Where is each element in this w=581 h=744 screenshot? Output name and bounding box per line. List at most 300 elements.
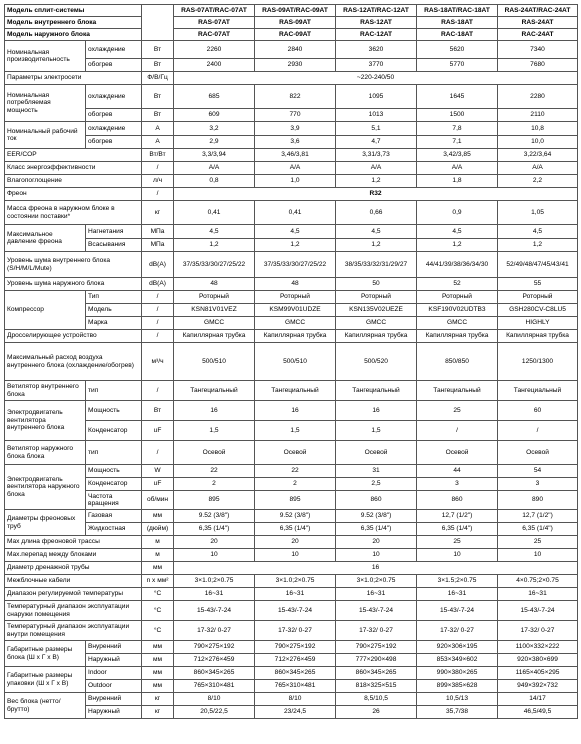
- param-label: Электродвигатель вентилятора наружного блока: [5, 465, 86, 510]
- value-cell: 0,9: [417, 201, 498, 225]
- value-cell: Осевой: [174, 441, 255, 465]
- spec-row: [5, 225, 578, 239]
- model-name: RAS-18AT/RAC-18AT: [417, 5, 498, 17]
- value-cell: 1250/1300: [498, 343, 578, 381]
- param-sub-label: обогрев: [86, 109, 142, 122]
- value-cell: 890: [498, 491, 578, 510]
- spec-row: [5, 491, 578, 510]
- value-cell: 4,5: [174, 225, 255, 239]
- unit-cell: /: [142, 330, 174, 343]
- unit-cell: А: [142, 122, 174, 136]
- value-cell: 7,8: [417, 122, 498, 136]
- value-cell: 920×306×195: [417, 641, 498, 654]
- param-sub-label: охлаждение: [86, 122, 142, 136]
- value-cell: 16~31: [417, 588, 498, 601]
- param-sub-label: обогрев: [86, 136, 142, 149]
- value-cell: 46,5/49,5: [498, 706, 578, 719]
- unit-cell: /: [142, 317, 174, 330]
- header-unit-blank: [142, 5, 174, 41]
- value-cell: 17-32/ 0-27: [174, 621, 255, 641]
- value-cell: 3620: [336, 41, 417, 59]
- value-cell: 609: [174, 109, 255, 122]
- unit-cell: м³/ч: [142, 343, 174, 381]
- value-cell: 5620: [417, 41, 498, 59]
- value-cell: 25: [498, 536, 578, 549]
- value-cell: A/A: [417, 162, 498, 175]
- value-cell: 3: [498, 478, 578, 491]
- value-cell: GMCC: [336, 317, 417, 330]
- param-sub-label: Частота вращения: [86, 491, 142, 510]
- unit-cell: МПа: [142, 225, 174, 239]
- value-cell: Роторный: [174, 291, 255, 304]
- spec-row: [5, 122, 578, 136]
- value-cell: GMCC: [417, 317, 498, 330]
- unit-cell: кг: [142, 693, 174, 706]
- spec-row: [5, 136, 578, 149]
- value-cell: 44: [417, 465, 498, 478]
- unit-cell: °С: [142, 601, 174, 621]
- value-cell: A/A: [336, 162, 417, 175]
- value-cell: 1,2: [336, 175, 417, 188]
- value-cell: 1,5: [336, 421, 417, 441]
- value-cell: Тангециальный: [174, 381, 255, 401]
- value-cell: 31: [336, 465, 417, 478]
- value-cell: 2280: [498, 85, 578, 109]
- value-cell: 3,2: [174, 122, 255, 136]
- value-cell: 17-32/ 0-27: [417, 621, 498, 641]
- value-cell: 3,31/3,73: [336, 149, 417, 162]
- unit-cell: /: [142, 188, 174, 201]
- value-cell-all-models: 16: [174, 562, 578, 575]
- spec-row: [5, 523, 578, 536]
- value-cell: 3770: [336, 59, 417, 72]
- model-name: RAS-09AT: [255, 17, 336, 29]
- spec-table: [4, 4, 578, 719]
- spec-row: [5, 706, 578, 719]
- value-cell: 6,35 (1/4"): [174, 523, 255, 536]
- value-cell: 6,35 (1/4"): [255, 523, 336, 536]
- value-cell: 3×1.5;2×0.75: [417, 575, 498, 588]
- unit-cell: °С: [142, 621, 174, 641]
- value-cell: 15-43/-7-24: [255, 601, 336, 621]
- value-cell: 54: [498, 465, 578, 478]
- value-cell: 1,2: [498, 239, 578, 252]
- value-cell: Роторный: [255, 291, 336, 304]
- model-name: RAC-07AT: [174, 29, 255, 41]
- model-name: RAS-24AT: [498, 17, 578, 29]
- spec-row: [5, 330, 578, 343]
- model-name: RAC-18AT: [417, 29, 498, 41]
- param-label: Уровень шума внутреннего блока (S/H/M/L/Mute): [5, 252, 142, 278]
- value-cell: KSM99V01UDZE: [255, 304, 336, 317]
- unit-cell: м: [142, 536, 174, 549]
- spec-row: [5, 680, 578, 693]
- value-cell: Осевой: [336, 441, 417, 465]
- unit-cell: /: [142, 381, 174, 401]
- value-cell: 16~31: [498, 588, 578, 601]
- model-name: RAS-24AT/RAC-24AT: [498, 5, 578, 17]
- value-cell: Осевой: [255, 441, 336, 465]
- param-sub-label: охлаждение: [86, 85, 142, 109]
- value-cell: 4,7: [336, 136, 417, 149]
- value-cell: 10: [498, 549, 578, 562]
- param-label: Межблочные кабели: [5, 575, 142, 588]
- value-cell: 860×345×265: [336, 667, 417, 680]
- value-cell: Капиллярная трубка: [336, 330, 417, 343]
- value-cell: KSN81V01VEZ: [174, 304, 255, 317]
- spec-row: [5, 421, 578, 441]
- value-cell: 0,41: [174, 201, 255, 225]
- value-cell: 0,8: [174, 175, 255, 188]
- spec-row: [5, 654, 578, 667]
- value-cell: 5770: [417, 59, 498, 72]
- spec-row: [5, 601, 578, 621]
- unit-cell: Вт: [142, 85, 174, 109]
- value-cell: 850/850: [417, 343, 498, 381]
- value-cell: 4,5: [417, 225, 498, 239]
- value-cell: 3: [417, 478, 498, 491]
- value-cell: 895: [174, 491, 255, 510]
- unit-cell: об/мин: [142, 491, 174, 510]
- value-cell: 1,5: [255, 421, 336, 441]
- value-cell: Роторный: [498, 291, 578, 304]
- param-sub-label: тип: [86, 441, 142, 465]
- param-label: Ветилятор внутреннего блока: [5, 381, 86, 401]
- value-cell: Тангециальный: [498, 381, 578, 401]
- spec-row: [5, 72, 578, 85]
- value-cell: 685: [174, 85, 255, 109]
- spec-row: [5, 201, 578, 225]
- value-cell: 1,05: [498, 201, 578, 225]
- spec-row: [5, 175, 578, 188]
- unit-cell: (дюйм): [142, 523, 174, 536]
- param-sub-label: Газовая: [86, 510, 142, 523]
- spec-row: [5, 59, 578, 72]
- value-cell: Роторный: [417, 291, 498, 304]
- unit-cell: Вт/Вт: [142, 149, 174, 162]
- value-cell: 920×380×699: [498, 654, 578, 667]
- value-cell: 60: [498, 401, 578, 421]
- unit-cell: /: [142, 441, 174, 465]
- value-cell: 50: [336, 278, 417, 291]
- value-cell: 17-32/ 0-27: [336, 621, 417, 641]
- value-cell: 15-43/-7-24: [336, 601, 417, 621]
- unit-cell: л/ч: [142, 175, 174, 188]
- param-sub-label: Конденсатор: [86, 478, 142, 491]
- value-cell: 899×385×628: [417, 680, 498, 693]
- unit-cell: Ф/В/Гц: [142, 72, 174, 85]
- value-cell: 2: [255, 478, 336, 491]
- value-cell: 52: [417, 278, 498, 291]
- value-cell: 1,0: [255, 175, 336, 188]
- value-cell: 8,5/10,5: [336, 693, 417, 706]
- param-label: EER/COP: [5, 149, 142, 162]
- value-cell: KSN135V02UEZE: [336, 304, 417, 317]
- spec-row: [5, 317, 578, 330]
- param-label: Ветилятор наружного блока блока: [5, 441, 86, 465]
- value-cell: 25: [417, 401, 498, 421]
- value-cell: Роторный: [336, 291, 417, 304]
- param-label: Температурный диапазон эксплуатации внутри помещения: [5, 621, 142, 641]
- spec-row: [5, 381, 578, 401]
- param-label: Влагопоглощение: [5, 175, 142, 188]
- value-cell: 1,5: [174, 421, 255, 441]
- spec-row: [5, 85, 578, 109]
- param-label: Максимальное давление фреона: [5, 225, 86, 252]
- value-cell: 16: [255, 401, 336, 421]
- spec-table-body: [5, 5, 578, 719]
- model-name: RAC-12AT: [336, 29, 417, 41]
- unit-cell: мм: [142, 510, 174, 523]
- spec-row: [5, 562, 578, 575]
- value-cell: 48: [174, 278, 255, 291]
- param-label: Max.перепад между блоками: [5, 549, 142, 562]
- value-cell: 17-32/ 0-27: [498, 621, 578, 641]
- spec-row: [5, 478, 578, 491]
- param-label: Масса фреона в наружном блоке в состоянии поставки*: [5, 201, 142, 225]
- model-name: RAC-24AT: [498, 29, 578, 41]
- spec-row: [5, 41, 578, 59]
- param-label: Дросселирующее устройство: [5, 330, 142, 343]
- value-cell: 1013: [336, 109, 417, 122]
- param-sub-label: Внуренний: [86, 641, 142, 654]
- value-cell: Капиллярная трубка: [255, 330, 336, 343]
- param-label: Диаметры фреоновых труб: [5, 510, 86, 536]
- value-cell: 765×310×481: [255, 680, 336, 693]
- value-cell: 3,22/3,64: [498, 149, 578, 162]
- value-cell: 20: [255, 536, 336, 549]
- value-cell: 26: [336, 706, 417, 719]
- value-cell: 3×1.0;2×0.75: [174, 575, 255, 588]
- spec-row: [5, 252, 578, 278]
- value-cell: 8/10: [174, 693, 255, 706]
- spec-row: [5, 291, 578, 304]
- spec-row: [5, 109, 578, 122]
- value-cell: 16~31: [336, 588, 417, 601]
- header-row-label: Модель сплит-системы: [5, 5, 142, 17]
- value-cell: A/A: [174, 162, 255, 175]
- value-cell: 23/24,5: [255, 706, 336, 719]
- value-cell: 16: [174, 401, 255, 421]
- model-name: RAS-09AT/RAC-09AT: [255, 5, 336, 17]
- value-cell: 22: [174, 465, 255, 478]
- spec-row: [5, 510, 578, 523]
- unit-cell: dB(A): [142, 252, 174, 278]
- param-label: Уровень шума наружного блока: [5, 278, 142, 291]
- value-cell: 12,7 (1/2"): [417, 510, 498, 523]
- value-cell: 6,35 (1/4"): [336, 523, 417, 536]
- header-row: [5, 29, 578, 41]
- spec-row: [5, 621, 578, 641]
- value-cell: 37/35/33/30/27/25/22: [255, 252, 336, 278]
- value-cell: 949×392×732: [498, 680, 578, 693]
- value-cell: Капиллярная трубка: [498, 330, 578, 343]
- value-cell: 5,1: [336, 122, 417, 136]
- value-cell: Осевой: [417, 441, 498, 465]
- spec-row: [5, 343, 578, 381]
- value-cell: 1,2: [174, 239, 255, 252]
- value-cell: 16~31: [255, 588, 336, 601]
- value-cell: 15-43/-7-24: [174, 601, 255, 621]
- value-cell: 818×325×515: [336, 680, 417, 693]
- spec-sheet: [4, 4, 578, 719]
- value-cell: 2400: [174, 59, 255, 72]
- model-name: RAS-07AT/RAC-07AT: [174, 5, 255, 17]
- model-name: RAC-09AT: [255, 29, 336, 41]
- value-cell: 20: [336, 536, 417, 549]
- value-cell: Осевой: [498, 441, 578, 465]
- value-cell: 12,7 (1/2"): [498, 510, 578, 523]
- value-cell: GMCC: [255, 317, 336, 330]
- spec-row: [5, 239, 578, 252]
- param-label: Температурный диапазон эксплуатации снаружи помещения: [5, 601, 142, 621]
- value-cell: 9.52 (3/8"): [336, 510, 417, 523]
- param-sub-label: тип: [86, 381, 142, 401]
- header-row: [5, 17, 578, 29]
- param-label: Фреон: [5, 188, 142, 201]
- value-cell: 712×276×459: [255, 654, 336, 667]
- value-cell: 3×1.0;2×0.75: [255, 575, 336, 588]
- value-cell: 777×290×498: [336, 654, 417, 667]
- value-cell: 8/10: [255, 693, 336, 706]
- value-cell: 10: [255, 549, 336, 562]
- value-cell: 790×275×192: [336, 641, 417, 654]
- value-cell: 1645: [417, 85, 498, 109]
- unit-cell: Вт: [142, 59, 174, 72]
- unit-cell: Вт: [142, 401, 174, 421]
- value-cell-all-models: R32: [174, 188, 578, 201]
- param-sub-label: Нагнетания: [86, 225, 142, 239]
- value-cell: 20: [174, 536, 255, 549]
- value-cell: 3,42/3,85: [417, 149, 498, 162]
- value-cell: 4,5: [498, 225, 578, 239]
- value-cell: 1,2: [336, 239, 417, 252]
- param-label: Диаметр дренажной трубы: [5, 562, 142, 575]
- value-cell: Капиллярная трубка: [174, 330, 255, 343]
- unit-cell: мм: [142, 562, 174, 575]
- value-cell: 860: [417, 491, 498, 510]
- value-cell: 2,9: [174, 136, 255, 149]
- unit-cell: uF: [142, 421, 174, 441]
- param-sub-label: Indoor: [86, 667, 142, 680]
- value-cell: 1,2: [255, 239, 336, 252]
- value-cell: 10: [336, 549, 417, 562]
- unit-cell: А: [142, 136, 174, 149]
- value-cell: /: [498, 421, 578, 441]
- value-cell: 22: [255, 465, 336, 478]
- value-cell: 3,3/3,94: [174, 149, 255, 162]
- value-cell: 4,5: [336, 225, 417, 239]
- param-label: Класс энергоэффективности: [5, 162, 142, 175]
- value-cell: 48: [255, 278, 336, 291]
- value-cell: GMCC: [174, 317, 255, 330]
- spec-row: [5, 693, 578, 706]
- value-cell: 500/510: [255, 343, 336, 381]
- value-cell: 765×310×481: [174, 680, 255, 693]
- param-label: Габаритные размеры упаковки (Ш х Г х В): [5, 667, 86, 693]
- value-cell: 14/17: [498, 693, 578, 706]
- param-label: Номинальная потребляемая мощность: [5, 85, 86, 122]
- value-cell: 3,6: [255, 136, 336, 149]
- param-sub-label: Тип: [86, 291, 142, 304]
- param-sub-label: охлаждение: [86, 41, 142, 59]
- unit-cell: МПа: [142, 239, 174, 252]
- param-sub-label: Марка: [86, 317, 142, 330]
- spec-row: [5, 162, 578, 175]
- model-name: RAS-12AT: [336, 17, 417, 29]
- unit-cell: /: [142, 162, 174, 175]
- param-sub-label: Модель: [86, 304, 142, 317]
- unit-cell: /: [142, 304, 174, 317]
- value-cell: 10: [174, 549, 255, 562]
- value-cell: 35,7/38: [417, 706, 498, 719]
- model-name: RAS-18AT: [417, 17, 498, 29]
- spec-row: [5, 588, 578, 601]
- value-cell: 822: [255, 85, 336, 109]
- spec-row: [5, 149, 578, 162]
- unit-cell: uF: [142, 478, 174, 491]
- param-sub-label: Наружный: [86, 706, 142, 719]
- spec-row: [5, 401, 578, 421]
- value-cell: 2930: [255, 59, 336, 72]
- value-cell: A/A: [255, 162, 336, 175]
- value-cell: 15-43/-7-24: [417, 601, 498, 621]
- value-cell: 3,46/3,81: [255, 149, 336, 162]
- value-cell: 853×349×602: [417, 654, 498, 667]
- spec-row: [5, 667, 578, 680]
- unit-cell: °С: [142, 588, 174, 601]
- value-cell: 4,5: [255, 225, 336, 239]
- value-cell: 7,1: [417, 136, 498, 149]
- value-cell: 500/510: [174, 343, 255, 381]
- value-cell: 7340: [498, 41, 578, 59]
- param-label: Номинальная производительность: [5, 41, 86, 72]
- value-cell: 6,35 (1/4"): [498, 523, 578, 536]
- value-cell: 10,5/13: [417, 693, 498, 706]
- value-cell: 38/35/33/32/31/29/27: [336, 252, 417, 278]
- param-sub-label: Всасывания: [86, 239, 142, 252]
- value-cell: 25: [417, 536, 498, 549]
- value-cell: 1095: [336, 85, 417, 109]
- value-cell: 1165×405×295: [498, 667, 578, 680]
- param-label: Max длина фреоновой трассы: [5, 536, 142, 549]
- unit-cell: n x мм²: [142, 575, 174, 588]
- value-cell: 895: [255, 491, 336, 510]
- param-label: Максимальный расход воздуха внутреннего блока (охлаждение/обогрев): [5, 343, 142, 381]
- unit-cell: Вт: [142, 41, 174, 59]
- unit-cell: Вт: [142, 109, 174, 122]
- value-cell: 1100×332×222: [498, 641, 578, 654]
- value-cell: 15-43/-7-24: [498, 601, 578, 621]
- value-cell: 16: [336, 401, 417, 421]
- value-cell: 10: [417, 549, 498, 562]
- param-sub-label: Outdoor: [86, 680, 142, 693]
- value-cell: 7680: [498, 59, 578, 72]
- param-sub-label: Мощность: [86, 465, 142, 478]
- unit-cell: мм: [142, 654, 174, 667]
- model-name: RAS-12AT/RAC-12AT: [336, 5, 417, 17]
- unit-cell: мм: [142, 641, 174, 654]
- unit-cell: кг: [142, 201, 174, 225]
- param-label: Электродвигатель вентилятора внутреннего блока: [5, 401, 86, 441]
- value-cell: Тангециальный: [417, 381, 498, 401]
- model-name: RAS-07AT: [174, 17, 255, 29]
- value-cell: 860×345×265: [174, 667, 255, 680]
- value-cell: HIGHLY: [498, 317, 578, 330]
- value-cell: 2: [174, 478, 255, 491]
- value-cell: 44/41/39/38/36/34/30: [417, 252, 498, 278]
- value-cell: 4×0.75;2×0.75: [498, 575, 578, 588]
